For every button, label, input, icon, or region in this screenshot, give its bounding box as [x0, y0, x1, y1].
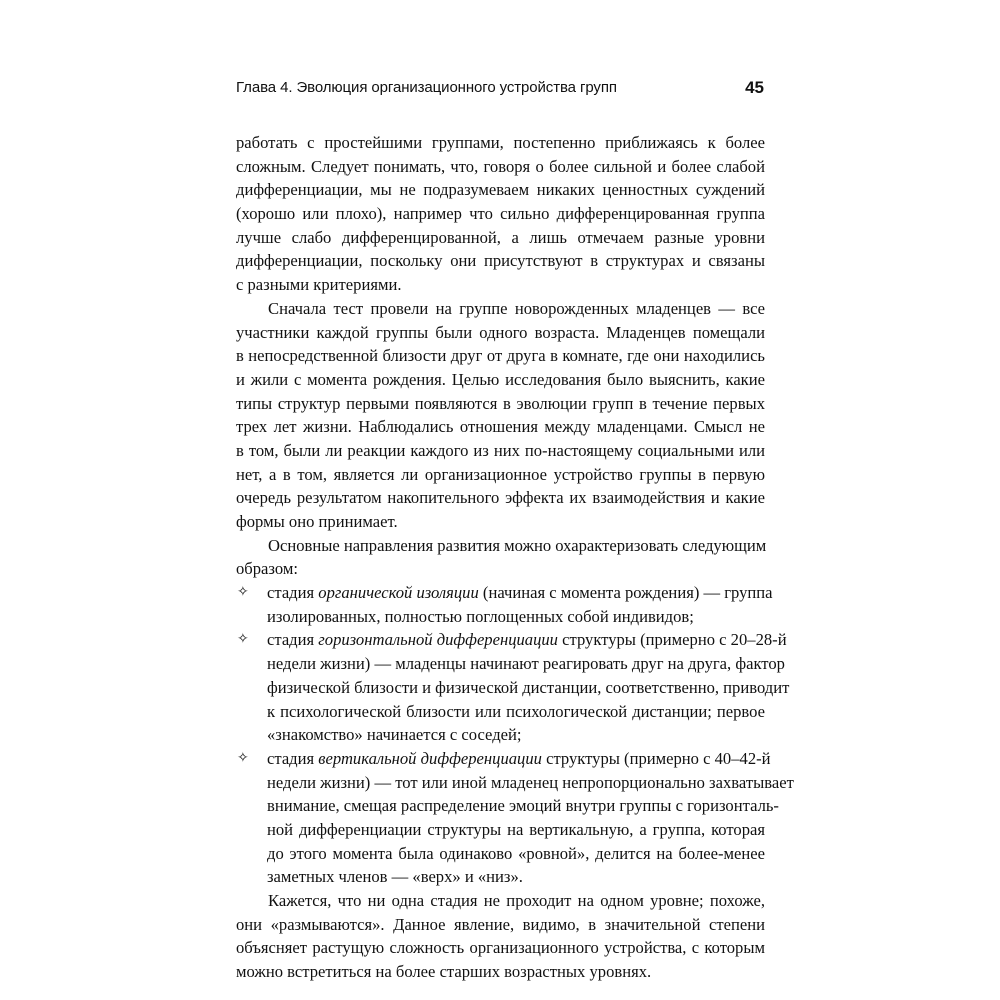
text-fragment: стадия	[267, 630, 319, 650]
text-line: работать с простейшими группами, постепенно приближаясь к более	[236, 133, 765, 152]
bullet-line	[236, 628, 787, 652]
text-line: и жили с момента рождения. Целью исследования было выяснить, какие	[236, 369, 765, 389]
bullet-line	[236, 581, 773, 605]
emphasis-term: органической изоляции	[318, 583, 479, 603]
text-line: Основные направления развития можно охарактеризовать следующим	[268, 535, 767, 555]
text-fragment: стадия	[267, 748, 319, 768]
running-header	[236, 78, 764, 100]
emphasis-term: горизонтальной дифференциации	[318, 630, 558, 650]
text-line: к психологической близости или психологической дистанции; первое	[267, 701, 765, 721]
text-line: можно встретиться на более старших возрастных уровнях.	[236, 962, 652, 982]
text-line: дифференциации, поскольку они присутствуют в структурах и связаны	[236, 251, 765, 271]
chapter-title: Глава 4. Эволюция организационного устройства групп	[236, 79, 617, 96]
paragraph-2	[236, 297, 765, 534]
bullet-item-vertical-differentiation	[236, 747, 794, 889]
emphasis-term: вертикальной дифференциации	[318, 748, 542, 768]
text-line: лучше слабо дифференцированной, а лишь отмечаем разные уровни	[236, 227, 765, 247]
page-body	[236, 131, 794, 984]
text-line: очередь результатом накопительного эффекта их взаимодействия и какие	[236, 488, 765, 508]
text-line: заметных членов — «верх» и «низ».	[267, 867, 523, 887]
text-line: образом:	[236, 559, 298, 579]
text-line: (хорошо или плохо), например что сильно дифференцированная группа	[236, 204, 765, 224]
text-line: изолированных, полностью поглощенных собой индивидов;	[267, 606, 694, 626]
text-fragment: структуры (примерно с 40–42-й	[541, 748, 771, 768]
text-fragment: (начиная с момента рождения) — группа	[478, 583, 773, 603]
text-line: недели жизни) — младенцы начинают реагировать друг на друга, фактор	[267, 654, 785, 674]
paragraph-4	[236, 889, 765, 984]
text-line: типы структур первыми появляются в эволюции групп в течение первых	[236, 393, 765, 413]
bullet-list	[236, 581, 794, 889]
text-line: физической близости и физической дистанции, соответственно, приводит	[267, 677, 790, 697]
text-line: Кажется, что ни одна стадия не проходит на одном уровне; похоже,	[268, 891, 765, 910]
text-line: трех лет жизни. Наблюдались отношения между младенцами. Смысл не	[236, 417, 765, 437]
text-line: нет, а в том, является ли организационное устройство группы в первую	[236, 464, 765, 484]
text-line: сложным. Следует понимать, что, говоря о более сильной и более слабой	[236, 156, 765, 176]
diamond-star-bullet-icon: ✧	[237, 749, 249, 766]
text-line: с разными критериями.	[236, 275, 402, 295]
text-line: «знакомство» начинается с соседей;	[267, 725, 522, 745]
bullet-item-horizontal-differentiation	[236, 628, 790, 746]
text-line: внимание, смещая распределение эмоций внутри группы с горизонталь-	[267, 796, 779, 816]
paragraph-1	[236, 131, 765, 297]
diamond-star-bullet-icon: ✧	[237, 584, 249, 601]
text-line: формы оно принимает.	[236, 512, 398, 531]
text-line: недели жизни) — тот или иной младенец непропорционально захватывает	[267, 772, 794, 792]
text-line: в непосредственной близости друг от друга в комнате, где они находились	[236, 346, 765, 366]
diamond-star-bullet-icon: ✧	[237, 631, 249, 648]
text-line: дифференциации, мы не подразумеваем никаких ценностных суждений	[236, 180, 765, 200]
text-line: ной дифференциации структуры на вертикальную, а группа, которая	[267, 819, 765, 839]
text-fragment: стадия	[267, 583, 319, 603]
text-line: в том, были ли реакции каждого из них по-настоящему социальными или	[236, 440, 765, 460]
text-line: участники каждой группы были одного возраста. Младенцев помещали	[236, 322, 765, 342]
bullet-line	[236, 747, 771, 771]
bullet-item-organic-isolation	[236, 581, 773, 628]
text-line: до этого момента была одинаково «ровной», делится на более-менее	[267, 843, 765, 863]
paragraph-3	[236, 534, 765, 581]
text-line: Сначала тест провели на группе новорожденных младенцев — все	[268, 298, 765, 318]
page-number: 45	[745, 78, 764, 97]
text-line: объясняет растущую сложность организационного устройства, с которым	[236, 938, 765, 958]
text-fragment: структуры (примерно с 20–28-й	[557, 630, 787, 650]
text-line: они «размываются». Данное явление, видимо, в значительной степени	[236, 914, 765, 934]
